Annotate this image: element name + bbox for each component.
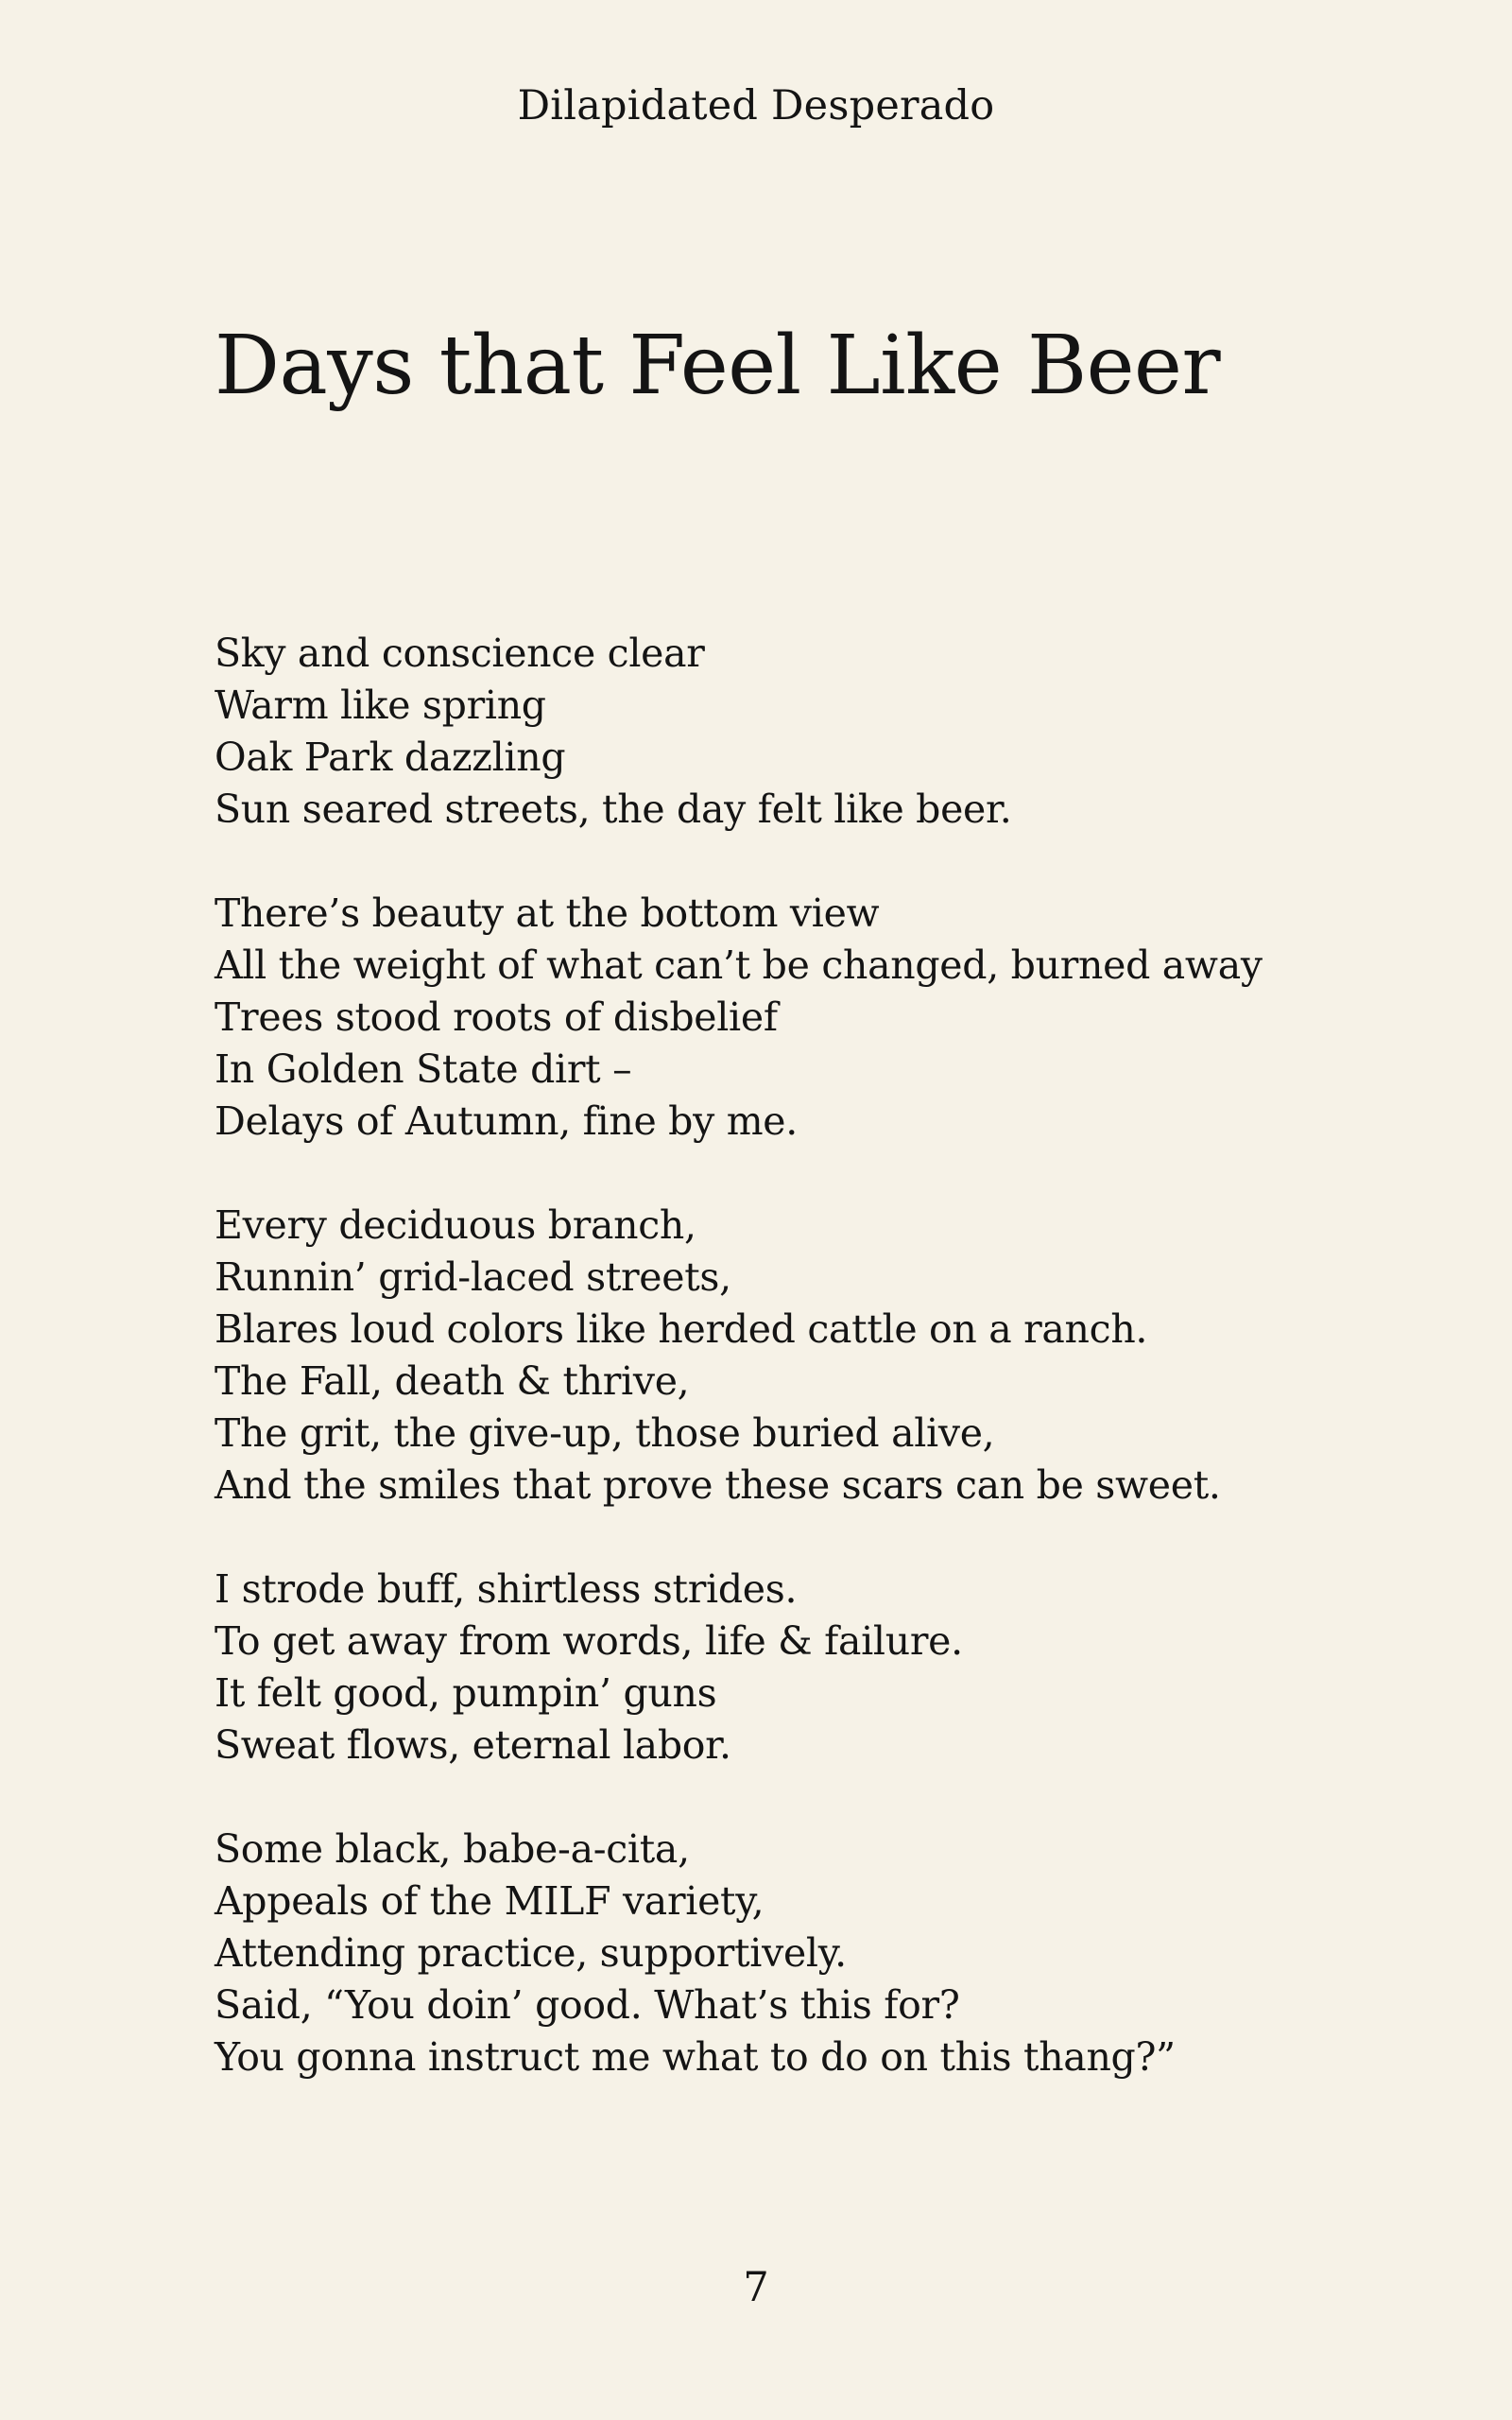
page-number: 7 (743, 2264, 769, 2311)
poem-line: There’s beauty at the bottom view (215, 890, 880, 936)
poem-line: Warm like spring (215, 683, 546, 728)
stanza-2 (215, 888, 1462, 1148)
poem-line: Blares loud colors like herded cattle on a ranch. (215, 1306, 1148, 1352)
stanza-3 (215, 1200, 1462, 1512)
poem-line: Trees stood roots of disbelief (215, 994, 778, 1040)
poem-line: To get away from words, life & failure. (215, 1618, 963, 1664)
stanza-4 (215, 1564, 1462, 1772)
poem-title: Days that Feel Like Beer (215, 319, 1221, 413)
poem-line: All the weight of what can’t be changed, burned away (215, 942, 1263, 988)
poem-line: Runnin’ grid-laced streets, (215, 1254, 731, 1300)
stanza-1 (215, 628, 1462, 836)
poem-line: Oak Park dazzling (215, 735, 566, 780)
poem-line: Delays of Autumn, fine by me. (215, 1098, 798, 1144)
poem-line: The Fall, death & thrive, (215, 1358, 690, 1404)
poem-line: Attending practice, supportively. (215, 1930, 847, 1976)
poem-line: Appeals of the MILF variety, (215, 1878, 765, 1924)
poem-line: Sun seared streets, the day felt like beer. (215, 786, 1012, 832)
poem-line: I strode buff, shirtless strides. (215, 1566, 798, 1612)
poem-line: Sweat flows, eternal labor. (215, 1722, 731, 1768)
poem-line: It felt good, pumpin’ guns (215, 1670, 717, 1716)
running-header: Dilapidated Desperado (517, 82, 995, 130)
poem-line: Said, “You doin’ good. What’s this for? (215, 1982, 960, 2028)
poem-body (215, 628, 1462, 2135)
poem-line: Every deciduous branch, (215, 1202, 696, 1248)
poem-line: And the smiles that prove these scars can be sweet. (215, 1462, 1221, 1508)
stanza-5 (215, 1824, 1462, 2083)
poem-line: Some black, babe-a-cita, (215, 1826, 690, 1872)
poem-line: You gonna instruct me what to do on this thang?” (215, 2034, 1176, 2080)
poem-line: The grit, the give-up, those buried alive, (215, 1410, 995, 1456)
poem-line: In Golden State dirt – (215, 1046, 632, 1092)
poem-line: Sky and conscience clear (215, 631, 705, 676)
